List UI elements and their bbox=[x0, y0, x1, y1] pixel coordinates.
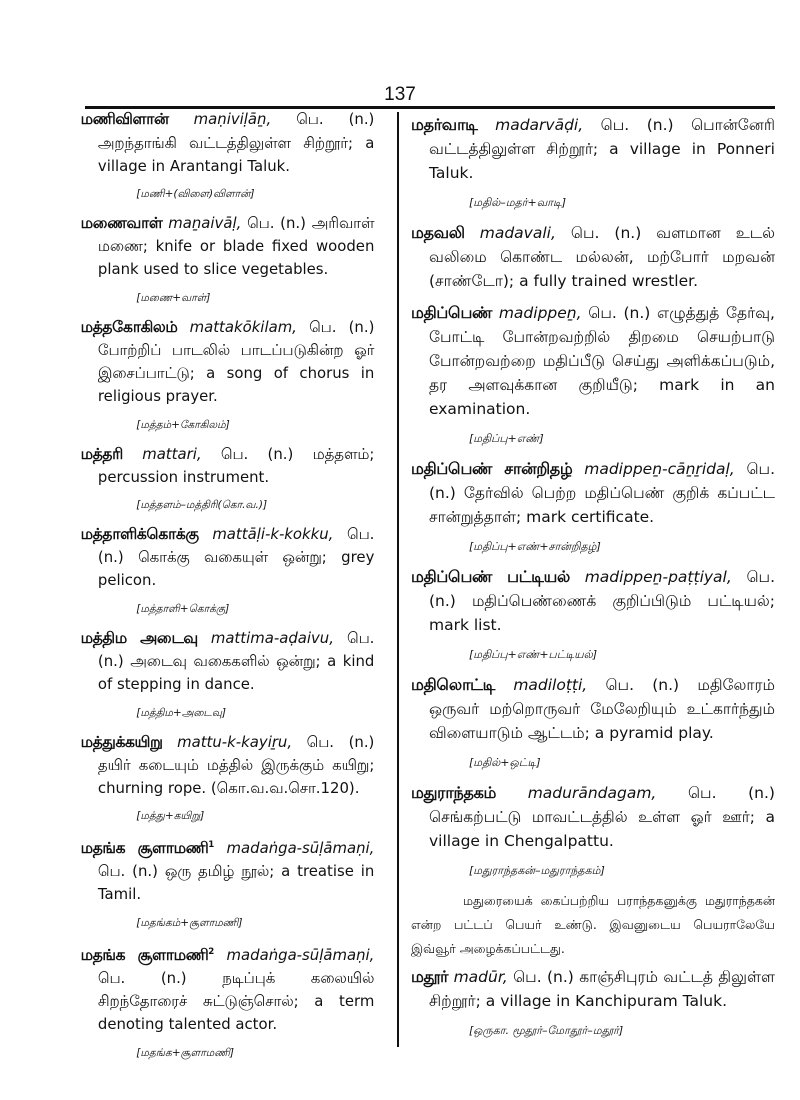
entry-etymology: [மதிப்பு+எண்+சான்றிதழ்] bbox=[469, 540, 601, 553]
entry-transliteration: madūr, bbox=[453, 968, 508, 986]
entry-definition: தேர்வில் பெற்ற மதிப்பெண் குறிக் கப்பட்ட சான்றுத்தாள்; mark certificate. bbox=[429, 484, 775, 526]
dictionary-entry bbox=[411, 565, 775, 663]
entry-transliteration: madaṅga-sūḷāmaṇi, bbox=[226, 945, 375, 964]
entry-definition: கொக்கு வகையுள் ஒன்று; grey pelicon. bbox=[97, 548, 375, 590]
entry-transliteration: madavali, bbox=[479, 224, 556, 242]
entry-etymology: [மதுராந்தகன்–மதுராந்தகம்] bbox=[469, 864, 605, 877]
dictionary-entry bbox=[81, 731, 375, 825]
dictionary-entry bbox=[81, 212, 375, 306]
entry-transliteration: mattari, bbox=[142, 444, 202, 463]
entry-headword: மணிவிளான் bbox=[80, 110, 169, 129]
entry-headword: மதர்வாடி bbox=[411, 115, 478, 134]
entry-part-of-speech: பெ. (n.) bbox=[296, 110, 375, 129]
entry-headword: மதுராந்தகம் bbox=[411, 783, 497, 802]
entry-part-of-speech: பெ. (n.) bbox=[97, 862, 158, 881]
entry-definition: எழுத்துத் தேர்வு, போட்டி போன்றவற்றில் திறமை செயற்பாடு போன்றவற்றை மதிப்பீடு செய்து அளிக்கப்படும், தர அளவுக்கான குறியீடு; mark in an examination. bbox=[429, 304, 775, 418]
entry-etymology: [மத்தாளி+கொக்கு] bbox=[136, 602, 230, 615]
entry-part-of-speech: பெ. (n.) bbox=[309, 317, 375, 336]
entry-transliteration: madiloṭṭi, bbox=[513, 676, 588, 694]
entry-transliteration: madippeṉ-cāṉṟidaḷ, bbox=[584, 460, 735, 478]
entry-headword: மதிப்பெண் பட்டியல் bbox=[411, 567, 571, 586]
entry-headword: மதிப்பெண் bbox=[411, 303, 493, 322]
entry-etymology: [மத்தளம்–மத்திரி(கொ.வ.)] bbox=[136, 499, 268, 512]
entry-headword: மத்திம அடைவு bbox=[80, 628, 198, 647]
entry-definition: பொன்னேரி வட்டத்திலுள்ள சிற்றூர்; a village in Ponneri Taluk. bbox=[429, 116, 775, 182]
entry-sense-number: 2 bbox=[208, 946, 215, 957]
page-number: 137 bbox=[384, 84, 416, 105]
entry-etymology: [மத்திம+அடைவு] bbox=[136, 706, 227, 719]
entry-etymology: [ஒருகா. மூதூர்–மோதூர்–மதூர்] bbox=[469, 1024, 624, 1037]
entry-note: மதுரையைக் கைப்பற்றிய பராந்தகனுக்கு மதுராந்தகன் என்ற பட்டப் பெயர் உண்டு. இவனுடைய பெயராலேயே இவ்வூர் அழைக்கப்பட்டது. bbox=[411, 893, 775, 956]
entry-etymology: [மத்தம்+கோகிலம்] bbox=[136, 418, 230, 431]
dictionary-entry bbox=[81, 941, 375, 1061]
entry-headword: மதங்க சூளாமணி bbox=[80, 945, 209, 964]
entry-transliteration: madippeṉ-paṭṭiyal, bbox=[584, 568, 732, 586]
dictionary-entry bbox=[81, 523, 375, 617]
column-divider bbox=[397, 112, 399, 1047]
entry-etymology: [மணி+(விளை)விளான்] bbox=[136, 188, 255, 201]
entry-definition: தயிர் கடையும் மத்தில் இருக்கும் கயிறு; churning rope. (கொ.வ.வ.சொ.120). bbox=[97, 755, 375, 797]
dictionary-entry bbox=[81, 316, 375, 433]
entry-part-of-speech: பெ. (n.) bbox=[513, 968, 574, 986]
entry-part-of-speech: பெ. (n.) bbox=[429, 568, 775, 610]
entry-definition: ஒரு தமிழ் நூல்; a treatise in Tamil. bbox=[97, 862, 375, 904]
entry-etymology: [மதில்–மதர்+வாடி] bbox=[469, 196, 567, 209]
entry-etymology: [மணை+வாள்] bbox=[136, 291, 211, 304]
entry-headword: மதிப்பெண் சான்றிதழ் bbox=[411, 459, 573, 478]
entry-headword: மத்தகோகிலம் bbox=[80, 317, 178, 336]
entry-part-of-speech: பெ. (n.) bbox=[220, 444, 294, 463]
dictionary-entry bbox=[411, 113, 775, 211]
entry-definition: நடிப்புக் கலையில் சிறந்தோரைச் சுட்டுஞ்சொல்; a term denoting talented actor. bbox=[97, 968, 375, 1034]
entry-definition: மதிப்பெண்ணைக் குறிப்பிடும் பட்டியல்; mark list. bbox=[429, 592, 775, 634]
entry-definition: காஞ்சிபுரம் வட்டத் திலுள்ள சிற்றூர்; a village in Kanchipuram Taluk. bbox=[429, 968, 775, 1010]
entry-part-of-speech: பெ. (n.) bbox=[429, 460, 775, 502]
entry-part-of-speech: பெ. (n.) bbox=[600, 116, 674, 134]
dictionary-entry bbox=[411, 673, 775, 771]
entry-transliteration: madippeṉ, bbox=[498, 304, 582, 322]
entry-part-of-speech: பெ. (n.) bbox=[605, 676, 680, 694]
dictionary-entry bbox=[411, 221, 775, 293]
entry-definition: அடைவு வகைகளில் ஒன்று; a kind of stepping in dance. bbox=[97, 651, 375, 693]
entry-part-of-speech: பெ. (n.) bbox=[97, 628, 375, 670]
entry-definition: மதிலோரம் ஒருவர் மற்றொருவர் மேலேறியும் உட்கார்ந்தும் விளையாடும் ஆட்டம்; a pyramid play. bbox=[429, 676, 775, 742]
entry-headword: மதங்க சூளாமணி bbox=[80, 839, 209, 858]
entry-definition: அறந்தாங்கி வட்டத்திலுள்ள சிற்றூர்; a village in Arantangi Taluk. bbox=[97, 133, 375, 175]
entry-part-of-speech: பெ. (n.) bbox=[97, 968, 187, 987]
entry-definition: மத்தளம்; percussion instrument. bbox=[97, 444, 375, 486]
entry-definition: போற்றிப் பாடலில் பாடப்படுகின்ற ஓர் இசைப்பாட்டு; a song of chorus in religious prayer. bbox=[97, 340, 375, 405]
entry-part-of-speech: பெ. (n.) bbox=[247, 214, 306, 233]
entry-headword: மத்தாளிக்கொக்கு bbox=[80, 525, 199, 544]
entry-definition: வளமான உடல் வலிமை கொண்ட மல்லன், மற்போர் மறவன் (சாண்டோ); a fully trained wrestler. bbox=[429, 224, 775, 290]
entry-etymology: [மதங்க+சூளாமணி] bbox=[136, 1046, 234, 1059]
entry-definition: செங்கற்பட்டு மாவட்டத்தில் உள்ள ஓர் ஊர்; a village in Chengalpattu. bbox=[429, 808, 775, 850]
right-column bbox=[411, 113, 775, 1049]
entry-part-of-speech: பெ. (n.) bbox=[687, 784, 775, 802]
dictionary-entry bbox=[81, 108, 375, 202]
entry-transliteration: madarvāḍi, bbox=[495, 116, 584, 134]
entry-transliteration: mattāḷi-k-kokku, bbox=[212, 525, 334, 544]
entry-transliteration: mattima-aḍaivu, bbox=[210, 628, 334, 647]
entry-etymology: [மத்து+கயிறு] bbox=[136, 810, 205, 823]
entry-etymology: [மதிப்பு+எண்] bbox=[469, 432, 544, 445]
entry-transliteration: mattu-k-kayiṟu, bbox=[177, 732, 293, 751]
entry-headword: மத்தரி bbox=[80, 444, 123, 463]
entry-transliteration: maṇiviḷāṉ, bbox=[193, 110, 272, 129]
entry-etymology: [மதில்+ஒட்டி] bbox=[469, 756, 541, 769]
dictionary-entry bbox=[411, 965, 775, 1039]
left-column bbox=[81, 108, 375, 1070]
entry-headword: மணைவாள் bbox=[80, 214, 163, 233]
dictionary-entry bbox=[81, 834, 375, 931]
entry-part-of-speech: பெ. (n.) bbox=[306, 732, 375, 751]
dictionary-entry bbox=[411, 301, 775, 447]
entry-headword: மதவலி bbox=[411, 223, 465, 242]
dictionary-entry bbox=[411, 457, 775, 555]
entry-etymology: [மதிப்பு+எண்+பட்டியல்] bbox=[469, 648, 598, 661]
entry-transliteration: madaṅga-sūḷāmaṇi, bbox=[226, 839, 375, 858]
entry-part-of-speech: பெ. (n.) bbox=[97, 525, 375, 567]
entry-headword: மத்துக்கயிறு bbox=[80, 732, 163, 751]
entry-transliteration: mattakōkilam, bbox=[189, 317, 297, 336]
dictionary-entry bbox=[411, 781, 775, 961]
entry-etymology: [மதங்கம்+சூளாமணி] bbox=[136, 916, 243, 929]
entry-transliteration: maṉaivāḷ, bbox=[168, 214, 242, 233]
dictionary-entry bbox=[81, 443, 375, 514]
dictionary-entry bbox=[81, 627, 375, 721]
entry-headword: மதூர் bbox=[411, 967, 449, 986]
entry-part-of-speech: பெ. (n.) bbox=[570, 224, 642, 242]
entry-transliteration: madurāndagam, bbox=[527, 784, 657, 802]
entry-definition: அரிவாள் மணை; knife or blade fixed wooden plank used to slice vegetables. bbox=[97, 214, 375, 279]
entry-headword: மதிலொட்டி bbox=[411, 675, 496, 694]
entry-sense-number: 1 bbox=[208, 840, 215, 851]
entry-part-of-speech: பெ. (n.) bbox=[588, 304, 651, 322]
